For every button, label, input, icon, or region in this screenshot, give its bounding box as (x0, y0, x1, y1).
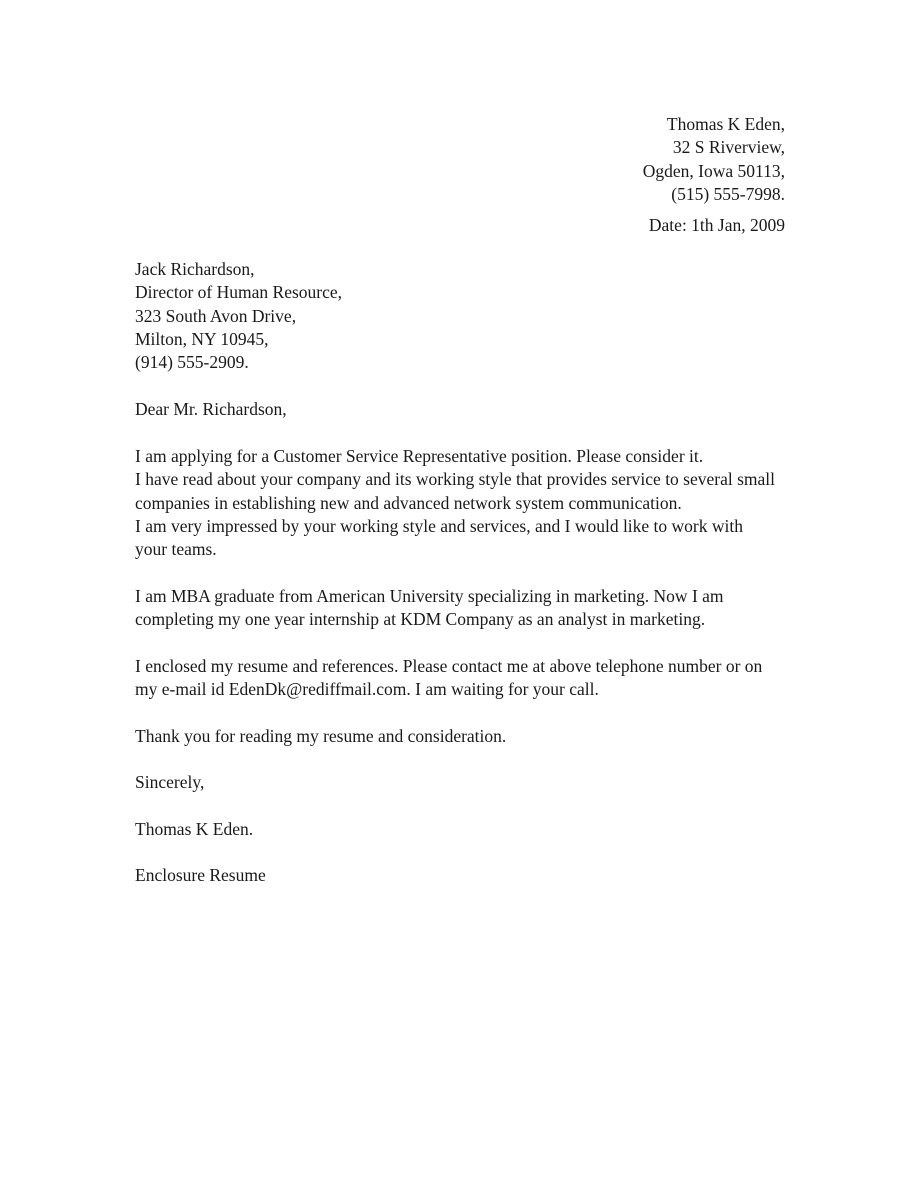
body-line: I am very impressed by your working style and services, and I would like to work with (135, 515, 743, 536)
date-block (135, 214, 785, 237)
recipient-name: Jack Richardson, (135, 259, 255, 279)
body-line: Thank you for reading my resume and consideration. (135, 725, 507, 746)
valediction: Sincerely, (135, 772, 205, 792)
letter-body (135, 445, 787, 748)
body-line: I have read about your company and its working style that provides service to several small (135, 469, 776, 490)
body-paragraph (135, 585, 787, 632)
body-line: I enclosed my resume and references. Please contact me at above telephone number or on (135, 655, 763, 676)
body-paragraph (135, 725, 787, 748)
recipient-phone: (914) 555-2909. (135, 352, 249, 373)
body-line: your teams. (135, 539, 217, 560)
signature-name: Thomas K Eden. (135, 818, 254, 839)
body-line: companies in establishing new and advanced network system communication. (135, 492, 682, 513)
sender-address-block (135, 113, 785, 206)
sender-phone: (515) 555-7998. (671, 183, 785, 204)
letter-date: Date: 1th Jan, 2009 (648, 215, 785, 235)
sender-city-state-zip: Ogden, Iowa 50113, (642, 160, 785, 181)
recipient-street: 323 South Avon Drive, (135, 305, 297, 326)
body-paragraph (135, 655, 787, 702)
body-line-with-email: my e-mail id EdenDk@rediffmail.com. I am waiting for your call. (135, 678, 599, 699)
body-paragraph (135, 445, 787, 561)
sender-name: Thomas K Eden, (666, 114, 785, 134)
salutation: Dear Mr. Richardson, (135, 399, 287, 419)
sender-street: 32 S Riverview, (672, 137, 785, 158)
enclosure-note: Enclosure Resume (135, 865, 266, 886)
body-line: I am MBA graduate from American University specializing in marketing. Now I am (135, 585, 724, 606)
recipient-title: Director of Human Resource, (135, 282, 343, 303)
closing-block (135, 771, 795, 887)
body-line: I am applying for a Customer Service Representative position. Please consider it. (135, 446, 704, 466)
recipient-address-block (135, 258, 785, 374)
body-line: completing my one year internship at KDM Company as an analyst in marketing. (135, 609, 706, 630)
recipient-city-state-zip: Milton, NY 10945, (135, 328, 269, 349)
